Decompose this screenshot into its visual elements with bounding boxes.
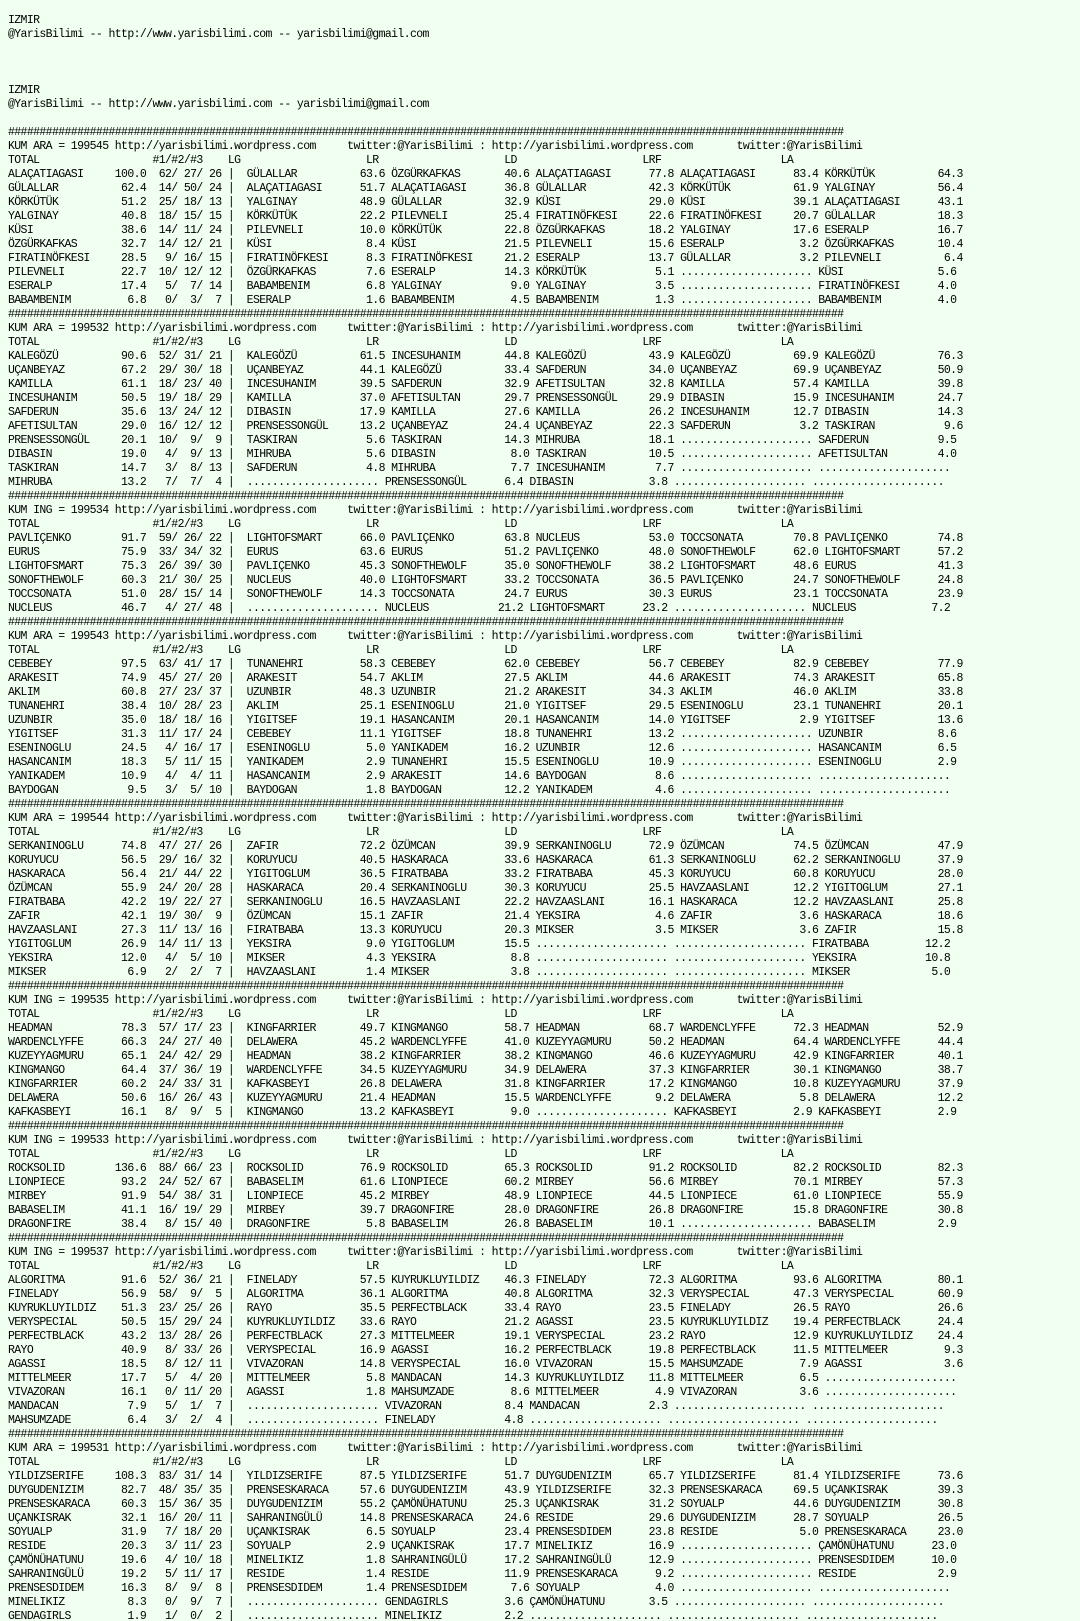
horse-row: PRENSESDIDEM 16.3 8/ 9/ 8 | PRENSESDIDEM 1.4 PRENSESDIDEM 7.6 SOYUALP 4.0 ..................... ..................... bbox=[8, 1582, 951, 1595]
race-header-line: KUM ARA = 199531 http://yarisbilimi.wordpress.com twitter:@YarisBilimi : http://yarisbilimi.wordpress.com twitter:@YarisBilimi bbox=[8, 1442, 863, 1455]
horse-row: DRAGONFIRE 38.4 8/ 15/ 40 | DRAGONFIRE 5.8 BABASELIM 26.8 BABASELIM 10.1 ..................... BABASELIM 2.9 bbox=[8, 1218, 957, 1231]
text-line bbox=[8, 70, 1080, 84]
section-divider: ##################################################################################################################################### bbox=[8, 308, 844, 321]
horse-row: TASKIRAN 14.7 3/ 8/ 13 | SAFDERUN 4.8 MIHRUBA 7.7 INCESUHANIM 7.7 ..................... ..................... bbox=[8, 462, 951, 475]
horse-row: MIKSER 6.9 2/ 2/ 7 | HAVZAASLANI 1.4 MIKSER 3.8 ..................... ..................... MIKSER 5.0 bbox=[8, 966, 951, 979]
horse-row: RESIDE 20.3 3/ 11/ 23 | SOYUALP 2.9 UÇANKISRAK 17.7 MINELIKIZ 16.9 ..................... ÇAMÖNÜHATUNU 23.0 bbox=[8, 1540, 957, 1553]
horse-row: PRENSESKARACA 60.3 15/ 36/ 35 | DUYGUDENIZIM 55.2 ÇAMÖNÜHATUNU 25.3 UÇANKISRAK 31.2 SOYUALP 44.6 DUYGUDENIZIM 30.8 bbox=[8, 1498, 963, 1511]
text-line bbox=[8, 56, 1080, 70]
section-divider: ##################################################################################################################################### bbox=[8, 798, 844, 811]
horse-row: YALGINAY 40.8 18/ 15/ 15 | KÖRKÜTÜK 22.2 PILEVNELI 25.4 FIRATINÖFKESI 22.6 FIRATINÖFKESI 20.7 GÜLALLAR 18.3 bbox=[8, 210, 963, 223]
column-header-line: TOTAL #1/#2/#3 LG LR LD LRF LA bbox=[8, 644, 794, 657]
city-title: IZMIR bbox=[8, 84, 40, 97]
section-divider: ##################################################################################################################################### bbox=[8, 490, 844, 503]
horse-row: YILDIZSERIFE 108.3 83/ 31/ 14 | YILDIZSERIFE 87.5 YILDIZSERIFE 51.7 DUYGUDENIZIM 65.7 YILDIZSERIFE 81.4 YILDIZSERIFE 73.6 bbox=[8, 1470, 963, 1483]
text-line bbox=[8, 0, 1080, 14]
horse-row: YIGITSEF 31.3 11/ 17/ 24 | CEBEBEY 11.1 YIGITSEF 18.8 TUNANEHRI 13.2 ..................... UZUNBIR 8.6 bbox=[8, 728, 957, 741]
horse-row: KUYRUKLUYILDIZ 51.3 23/ 25/ 26 | RAYO 35.5 PERFECTBLACK 33.4 RAYO 23.5 FINELADY 26.5 RAYO 26.6 bbox=[8, 1302, 963, 1315]
horse-row: MIHRUBA 13.2 7/ 7/ 4 | ..................... PRENSESSONGÜL 6.4 DIBASIN 3.8 ..................... ..................... bbox=[8, 476, 944, 489]
race-header-line: KUM ING = 199534 http://yarisbilimi.wordpress.com twitter:@YarisBilimi : http://yarisbilimi.wordpress.com twitter:@YarisBilimi bbox=[8, 504, 863, 517]
horse-row: HASANCANIM 18.3 5/ 11/ 15 | YANIKADEM 2.9 TUNANEHRI 15.5 ESENINOGLU 10.9 ..................... ESENINOGLU 2.9 bbox=[8, 756, 957, 769]
column-header-line: TOTAL #1/#2/#3 LG LR LD LRF LA bbox=[8, 154, 794, 167]
horse-row: SAHRANINGÜLÜ 19.2 5/ 11/ 17 | RESIDE 1.4 RESIDE 11.9 PRENSESKARACA 9.2 ..................... RESIDE 2.9 bbox=[8, 1568, 957, 1581]
horse-row: VIVAZORAN 16.1 0/ 11/ 20 | AGASSI 1.8 MAHSUMZADE 8.6 MITTELMEER 4.9 VIVAZORAN 3.6 ..................... bbox=[8, 1386, 957, 1399]
race-header-line: KUM ARA = 199544 http://yarisbilimi.wordpress.com twitter:@YarisBilimi : http://yarisbilimi.wordpress.com twitter:@YarisBilimi bbox=[8, 812, 863, 825]
horse-row: KORUYUCU 56.5 29/ 16/ 32 | KORUYUCU 40.5 HASKARACA 33.6 HASKARACA 61.3 SERKANINOGLU 62.2 SERKANINOGLU 37.9 bbox=[8, 854, 963, 867]
horse-row: VERYSPECIAL 50.5 15/ 29/ 24 | KUYRUKLUYILDIZ 33.6 RAYO 21.2 AGASSI 23.5 KUYRUKLUYILDIZ 19.4 PERFECTBLACK 24.4 bbox=[8, 1316, 963, 1329]
horse-row: TUNANEHRI 38.4 10/ 28/ 23 | AKLIM 25.1 ESENINOGLU 21.0 YIGITSEF 29.5 ESENINOGLU 23.1 TUNANEHRI 20.1 bbox=[8, 700, 963, 713]
text-line bbox=[8, 42, 1080, 56]
horse-row: HAVZAASLANI 27.3 11/ 13/ 16 | FIRATBABA 13.3 KORUYUCU 20.3 MIKSER 3.5 MIKSER 3.6 ZAFIR 15.8 bbox=[8, 924, 963, 937]
horse-row: KINGFARRIER 60.2 24/ 33/ 31 | KAFKASBEYI 26.8 DELAWERA 31.8 KINGFARRIER 17.2 KINGMANGO 10.8 KUZEYYAGMURU 37.9 bbox=[8, 1078, 963, 1091]
horse-row: WARDENCLYFFE 66.3 24/ 27/ 40 | DELAWERA 45.2 WARDENCLYFFE 41.0 KUZEYYAGMURU 50.2 HEADMAN 64.4 WARDENCLYFFE 44.4 bbox=[8, 1036, 963, 1049]
horse-row: ÖZGÜRKAFKAS 32.7 14/ 12/ 21 | KÜSI 8.4 KÜSI 21.5 PILEVNELI 15.6 ESERALP 3.2 ÖZGÜRKAFKAS 10.4 bbox=[8, 238, 963, 251]
horse-row: DELAWERA 50.6 16/ 26/ 43 | KUZEYYAGMURU 21.4 HEADMAN 15.5 WARDENCLYFFE 9.2 DELAWERA 5.8 DELAWERA 12.2 bbox=[8, 1092, 963, 1105]
horse-row: NUCLEUS 46.7 4/ 27/ 48 | ..................... NUCLEUS 21.2 LIGHTOFSMART 23.2 ..................... NUCLEUS 7.2 bbox=[8, 602, 951, 615]
horse-row: FIRATBABA 42.2 19/ 22/ 27 | SERKANINOGLU 16.5 HAVZAASLANI 22.2 HAVZAASLANI 16.1 HASKARACA 12.2 HAVZAASLANI 25.8 bbox=[8, 896, 963, 909]
horse-row: ALGORITMA 91.6 52/ 36/ 21 | FINELADY 57.5 KUYRUKLUYILDIZ 46.3 FINELADY 72.3 ALGORITMA 93.6 ALGORITMA 80.1 bbox=[8, 1274, 963, 1287]
horse-row: ÇAMÖNÜHATUNU 19.6 4/ 10/ 18 | MINELIKIZ 1.8 SAHRANINGÜLÜ 17.2 SAHRANINGÜLÜ 12.9 ..................... PRENSESDIDEM 10.0 bbox=[8, 1554, 957, 1567]
horse-row: MINELIKIZ 8.3 0/ 9/ 7 | ..................... GENDAGIRLS 3.6 ÇAMÖNÜHATUNU 3.5 ..................... ..................... bbox=[8, 1596, 944, 1609]
horse-row: YANIKADEM 10.9 4/ 4/ 11 | HASANCANIM 2.9 ARAKESIT 14.6 BAYDOGAN 8.6 ..................... ..................... bbox=[8, 770, 951, 783]
horse-row: ALAÇATIAGASI 100.0 62/ 27/ 26 | GÜLALLAR 63.6 ÖZGÜRKAFKAS 40.6 ALAÇATIAGASI 77.8 ALAÇATIAGASI 83.4 KÖRKÜTÜK 64.3 bbox=[8, 168, 963, 181]
horse-row: KALEGÖZÜ 90.6 52/ 31/ 21 | KALEGÖZÜ 61.5 INCESUHANIM 44.8 KALEGÖZÜ 43.9 KALEGÖZÜ 69.9 KALEGÖZÜ 76.3 bbox=[8, 350, 963, 363]
horse-row: DIBASIN 19.0 4/ 9/ 13 | MIHRUBA 5.6 DIBASIN 8.0 TASKIRAN 10.5 ..................... AFETISULTAN 4.0 bbox=[8, 448, 957, 461]
horse-row: HASKARACA 56.4 21/ 44/ 22 | YIGITOGLUM 36.5 FIRATBABA 33.2 FIRATBABA 45.3 KORUYUCU 60.8 KORUYUCU 28.0 bbox=[8, 868, 963, 881]
contact-line: @YarisBilimi -- http://www.yarisbilimi.com -- yarisbilimi@gmail.com bbox=[8, 28, 429, 41]
horse-row: UÇANKISRAK 32.1 16/ 20/ 11 | SAHRANINGÜLÜ 14.8 PRENSESKARACA 24.6 RESIDE 29.6 DUYGUDENIZIM 28.7 SOYUALP 26.5 bbox=[8, 1512, 963, 1525]
horse-row: ZAFIR 42.1 19/ 30/ 9 | ÖZÜMCAN 15.1 ZAFIR 21.4 YEKSIRA 4.6 ZAFIR 3.6 HASKARACA 18.6 bbox=[8, 910, 963, 923]
horse-row: ESERALP 17.4 5/ 7/ 14 | BABAMBENIM 6.8 YALGINAY 9.0 YALGINAY 3.5 ..................... FIRATINÖFKESI 4.0 bbox=[8, 280, 957, 293]
horse-row: BABAMBENIM 6.8 0/ 3/ 7 | ESERALP 1.6 BABAMBENIM 4.5 BABAMBENIM 1.3 ..................... BABAMBENIM 4.0 bbox=[8, 294, 957, 307]
horse-row: PERFECTBLACK 43.2 13/ 28/ 26 | PERFECTBLACK 27.3 MITTELMEER 19.1 VERYSPECIAL 23.2 RAYO 12.9 KUYRUKLUYILDIZ 24.4 bbox=[8, 1330, 963, 1343]
race-header-line: KUM ARA = 199532 http://yarisbilimi.wordpress.com twitter:@YarisBilimi : http://yarisbilimi.wordpress.com twitter:@YarisBilimi bbox=[8, 322, 863, 335]
horse-row: MAHSUMZADE 6.4 3/ 2/ 4 | ..................... FINELADY 4.8 ..................... ..................... ..................... bbox=[8, 1414, 938, 1427]
horse-row: PRENSESSONGÜL 20.1 10/ 9/ 9 | TASKIRAN 5.6 TASKIRAN 14.3 MIHRUBA 18.1 ..................... SAFDERUN 9.5 bbox=[8, 434, 957, 447]
contact-line: @YarisBilimi -- http://www.yarisbilimi.com -- yarisbilimi@gmail.com bbox=[8, 98, 429, 111]
horse-row: LIONPIECE 93.2 24/ 52/ 67 | BABASELIM 61.6 LIONPIECE 60.2 MIRBEY 56.6 MIRBEY 70.1 MIRBEY 57.3 bbox=[8, 1176, 963, 1189]
horse-row: UZUNBIR 35.0 18/ 18/ 16 | YIGITSEF 19.1 HASANCANIM 20.1 HASANCANIM 14.0 YIGITSEF 2.9 YIGITSEF 13.6 bbox=[8, 714, 963, 727]
race-header-line: KUM ING = 199537 http://yarisbilimi.wordpress.com twitter:@YarisBilimi : http://yarisbilimi.wordpress.com twitter:@YarisBilimi bbox=[8, 1246, 863, 1259]
horse-row: TOCCSONATA 51.0 28/ 15/ 14 | SONOFTHEWOLF 14.3 TOCCSONATA 24.7 EURUS 30.3 EURUS 23.1 TOCCSONATA 23.9 bbox=[8, 588, 963, 601]
horse-row: HEADMAN 78.3 57/ 17/ 23 | KINGFARRIER 49.7 KINGMANGO 58.7 HEADMAN 68.7 WARDENCLYFFE 72.3 HEADMAN 52.9 bbox=[8, 1022, 963, 1035]
horse-row: AKLIM 60.8 27/ 23/ 37 | UZUNBIR 48.3 UZUNBIR 21.2 ARAKESIT 34.3 AKLIM 46.0 AKLIM 33.8 bbox=[8, 686, 963, 699]
horse-row: BABASELIM 41.1 16/ 19/ 29 | MIRBEY 39.7 DRAGONFIRE 28.0 DRAGONFIRE 26.8 DRAGONFIRE 15.8 DRAGONFIRE 30.8 bbox=[8, 1204, 963, 1217]
horse-row: PAVLIÇENKO 91.7 59/ 26/ 22 | LIGHTOFSMART 66.0 PAVLIÇENKO 63.8 NUCLEUS 53.0 TOCCSONATA 70.8 PAVLIÇENKO 74.8 bbox=[8, 532, 963, 545]
city-title: IZMIR bbox=[8, 14, 40, 27]
race-header-line: KUM ING = 199533 http://yarisbilimi.wordpress.com twitter:@YarisBilimi : http://yarisbilimi.wordpress.com twitter:@YarisBilimi bbox=[8, 1134, 863, 1147]
horse-row: KAFKASBEYI 16.1 8/ 9/ 5 | KINGMANGO 13.2 KAFKASBEYI 9.0 ..................... KAFKASBEYI 2.9 KAFKASBEYI 2.9 bbox=[8, 1106, 957, 1119]
horse-row: MITTELMEER 17.7 5/ 4/ 20 | MITTELMEER 5.8 MANDACAN 14.3 KUYRUKLUYILDIZ 11.8 MITTELMEER 6.5 ..................... bbox=[8, 1372, 957, 1385]
horse-row: ARAKESIT 74.9 45/ 27/ 20 | ARAKESIT 54.7 AKLIM 27.5 AKLIM 44.6 ARAKESIT 74.3 ARAKESIT 65.8 bbox=[8, 672, 963, 685]
horse-row: CEBEBEY 97.5 63/ 41/ 17 | TUNANEHRI 58.3 CEBEBEY 62.0 CEBEBEY 56.7 CEBEBEY 82.9 CEBEBEY 77.9 bbox=[8, 658, 963, 671]
section-divider: ##################################################################################################################################### bbox=[8, 1428, 844, 1441]
race-header-line: KUM ING = 199535 http://yarisbilimi.wordpress.com twitter:@YarisBilimi : http://yarisbilimi.wordpress.com twitter:@YarisBilimi bbox=[8, 994, 863, 1007]
horse-row: LIGHTOFSMART 75.3 26/ 39/ 30 | PAVLIÇENKO 45.3 SONOFTHEWOLF 35.0 SONOFTHEWOLF 38.2 LIGHTOFSMART 48.6 EURUS 41.3 bbox=[8, 560, 963, 573]
column-header-line: TOTAL #1/#2/#3 LG LR LD LRF LA bbox=[8, 1456, 794, 1469]
horse-row: EURUS 75.9 33/ 34/ 32 | EURUS 63.6 EURUS 51.2 PAVLIÇENKO 48.0 SONOFTHEWOLF 62.0 LIGHTOFSMART 57.2 bbox=[8, 546, 963, 559]
section-divider: ##################################################################################################################################### bbox=[8, 980, 844, 993]
horse-row: SOYUALP 31.9 7/ 18/ 20 | UÇANKISRAK 6.5 SOYUALP 23.4 PRENSESDIDEM 23.8 RESIDE 5.0 PRENSESKARACA 23.0 bbox=[8, 1526, 963, 1539]
horse-row: GENDAGIRLS 1.9 1/ 0/ 2 | ..................... MINELIKIZ 2.2 ..................... ..................... ..................... bbox=[8, 1610, 938, 1621]
horse-row: KAMILLA 61.1 18/ 23/ 40 | INCESUHANIM 39.5 SAFDERUN 32.9 AFETISULTAN 32.8 KAMILLA 57.4 KAMILLA 39.8 bbox=[8, 378, 963, 391]
horse-row: FIRATINÖFKESI 28.5 9/ 16/ 15 | FIRATINÖFKESI 8.3 FIRATINÖFKESI 21.2 ESERALP 13.7 GÜLALLAR 3.2 PILEVNELI 6.4 bbox=[8, 252, 963, 265]
column-header-line: TOTAL #1/#2/#3 LG LR LD LRF LA bbox=[8, 826, 794, 839]
horse-row: AFETISULTAN 29.0 16/ 12/ 12 | PRENSESSONGÜL 13.2 UÇANBEYAZ 24.4 UÇANBEYAZ 22.3 SAFDERUN 3.2 TASKIRAN 9.6 bbox=[8, 420, 963, 433]
horse-row: KÖRKÜTÜK 51.2 25/ 18/ 13 | YALGINAY 48.9 GÜLALLAR 32.9 KÜSI 29.0 KÜSI 39.1 ALAÇATIAGASI 43.1 bbox=[8, 196, 963, 209]
race-header-line: KUM ARA = 199543 http://yarisbilimi.wordpress.com twitter:@YarisBilimi : http://yarisbilimi.wordpress.com twitter:@YarisBilimi bbox=[8, 630, 863, 643]
race-header-line: KUM ARA = 199545 http://yarisbilimi.wordpress.com twitter:@YarisBilimi : http://yarisbilimi.wordpress.com twitter:@YarisBilimi bbox=[8, 140, 863, 153]
horse-row: ÖZÜMCAN 55.9 24/ 20/ 28 | HASKARACA 20.4 SERKANINOGLU 30.3 KORUYUCU 25.5 HAVZAASLANI 12.2 YIGITOGLUM 27.1 bbox=[8, 882, 963, 895]
horse-row: ESENINOGLU 24.5 4/ 16/ 17 | ESENINOGLU 5.0 YANIKADEM 16.2 UZUNBIR 12.6 ..................... HASANCANIM 6.5 bbox=[8, 742, 957, 755]
horse-row: SAFDERUN 35.6 13/ 24/ 12 | DIBASIN 17.9 KAMILLA 27.6 KAMILLA 26.2 INCESUHANIM 12.7 DIBASIN 14.3 bbox=[8, 406, 963, 419]
horse-row: KÜSI 38.6 14/ 11/ 24 | PILEVNELI 10.0 KÖRKÜTÜK 22.8 ÖZGÜRKAFKAS 18.2 YALGINAY 17.6 ESERALP 16.7 bbox=[8, 224, 963, 237]
horse-row: DUYGUDENIZIM 82.7 48/ 35/ 35 | PRENSESKARACA 57.6 DUYGUDENIZIM 43.9 YILDIZSERIFE 32.3 PRENSESKARACA 69.5 UÇANKISRAK 39.3 bbox=[8, 1484, 963, 1497]
horse-row: KINGMANGO 64.4 37/ 36/ 19 | WARDENCLYFFE 34.5 KUZEYYAGMURU 34.9 DELAWERA 37.3 KINGFARRIER 30.1 KINGMANGO 38.7 bbox=[8, 1064, 963, 1077]
horse-row: YEKSIRA 12.0 4/ 5/ 10 | MIKSER 4.3 YEKSIRA 8.8 ..................... ..................... YEKSIRA 10.8 bbox=[8, 952, 951, 965]
horse-row: FINELADY 56.9 58/ 9/ 5 | ALGORITMA 36.1 ALGORITMA 40.8 ALGORITMA 32.3 VERYSPECIAL 47.3 VERYSPECIAL 60.9 bbox=[8, 1288, 963, 1301]
section-divider: ##################################################################################################################################### bbox=[8, 616, 844, 629]
section-divider: ##################################################################################################################################### bbox=[8, 1232, 844, 1245]
horse-row: MANDACAN 7.9 5/ 1/ 7 | ..................... VIVAZORAN 8.4 MANDACAN 2.3 ..................... ..................... bbox=[8, 1400, 944, 1413]
horse-row: ROCKSOLID 136.6 88/ 66/ 23 | ROCKSOLID 76.9 ROCKSOLID 65.3 ROCKSOLID 91.2 ROCKSOLID 82.2 ROCKSOLID 82.3 bbox=[8, 1162, 963, 1175]
horse-row: GÜLALLAR 62.4 14/ 50/ 24 | ALAÇATIAGASI 51.7 ALAÇATIAGASI 36.8 GÜLALLAR 42.3 KÖRKÜTÜK 61.9 YALGINAY 56.4 bbox=[8, 182, 963, 195]
section-divider: ##################################################################################################################################### bbox=[8, 126, 844, 139]
horse-row: BAYDOGAN 9.5 3/ 5/ 10 | BAYDOGAN 1.8 BAYDOGAN 12.2 YANIKADEM 4.6 ..................... ..................... bbox=[8, 784, 951, 797]
horse-row: KUZEYYAGMURU 65.1 24/ 42/ 29 | HEADMAN 38.2 KINGFARRIER 38.2 KINGMANGO 46.6 KUZEYYAGMURU 42.9 KINGFARRIER 40.1 bbox=[8, 1050, 963, 1063]
horse-row: INCESUHANIM 50.5 19/ 18/ 29 | KAMILLA 37.0 AFETISULTAN 29.7 PRENSESSONGÜL 29.9 DIBASIN 15.9 INCESUHANIM 24.7 bbox=[8, 392, 963, 405]
horse-row: MIRBEY 91.9 54/ 38/ 31 | LIONPIECE 45.2 MIRBEY 48.9 LIONPIECE 44.5 LIONPIECE 61.0 LIONPIECE 55.9 bbox=[8, 1190, 963, 1203]
column-header-line: TOTAL #1/#2/#3 LG LR LD LRF LA bbox=[8, 1148, 794, 1161]
column-header-line: TOTAL #1/#2/#3 LG LR LD LRF LA bbox=[8, 518, 794, 531]
column-header-line: TOTAL #1/#2/#3 LG LR LD LRF LA bbox=[8, 1008, 794, 1021]
horse-row: SONOFTHEWOLF 60.3 21/ 30/ 25 | NUCLEUS 40.0 LIGHTOFSMART 33.2 TOCCSONATA 36.5 PAVLIÇENKO 24.7 SONOFTHEWOLF 24.8 bbox=[8, 574, 963, 587]
horse-row: AGASSI 18.5 8/ 12/ 11 | VIVAZORAN 14.8 VERYSPECIAL 16.0 VIVAZORAN 15.5 MAHSUMZADE 7.9 AGASSI 3.6 bbox=[8, 1358, 963, 1371]
horse-row: PILEVNELI 22.7 10/ 12/ 12 | ÖZGÜRKAFKAS 7.6 ESERALP 14.3 KÖRKÜTÜK 5.1 ..................... KÜSI 5.6 bbox=[8, 266, 957, 279]
horse-row: UÇANBEYAZ 67.2 29/ 30/ 18 | UÇANBEYAZ 44.1 KALEGÖZÜ 33.4 SAFDERUN 34.0 UÇANBEYAZ 69.9 UÇANBEYAZ 50.9 bbox=[8, 364, 963, 377]
column-header-line: TOTAL #1/#2/#3 LG LR LD LRF LA bbox=[8, 1260, 794, 1273]
horse-row: SERKANINOGLU 74.8 47/ 27/ 26 | ZAFIR 72.2 ÖZÜMCAN 39.9 SERKANINOGLU 72.9 ÖZÜMCAN 74.5 ÖZÜMCAN 47.9 bbox=[8, 840, 963, 853]
horse-row: RAYO 40.9 8/ 33/ 26 | VERYSPECIAL 16.9 AGASSI 16.2 PERFECTBLACK 19.8 PERFECTBLACK 11.5 MITTELMEER 9.3 bbox=[8, 1344, 963, 1357]
section-divider: ##################################################################################################################################### bbox=[8, 1120, 844, 1133]
column-header-line: TOTAL #1/#2/#3 LG LR LD LRF LA bbox=[8, 336, 794, 349]
horse-row: YIGITOGLUM 26.9 14/ 11/ 13 | YEKSIRA 9.0 YIGITOGLUM 15.5 ..................... ..................... FIRATBABA 12.2 bbox=[8, 938, 951, 951]
text-line bbox=[8, 112, 1080, 126]
